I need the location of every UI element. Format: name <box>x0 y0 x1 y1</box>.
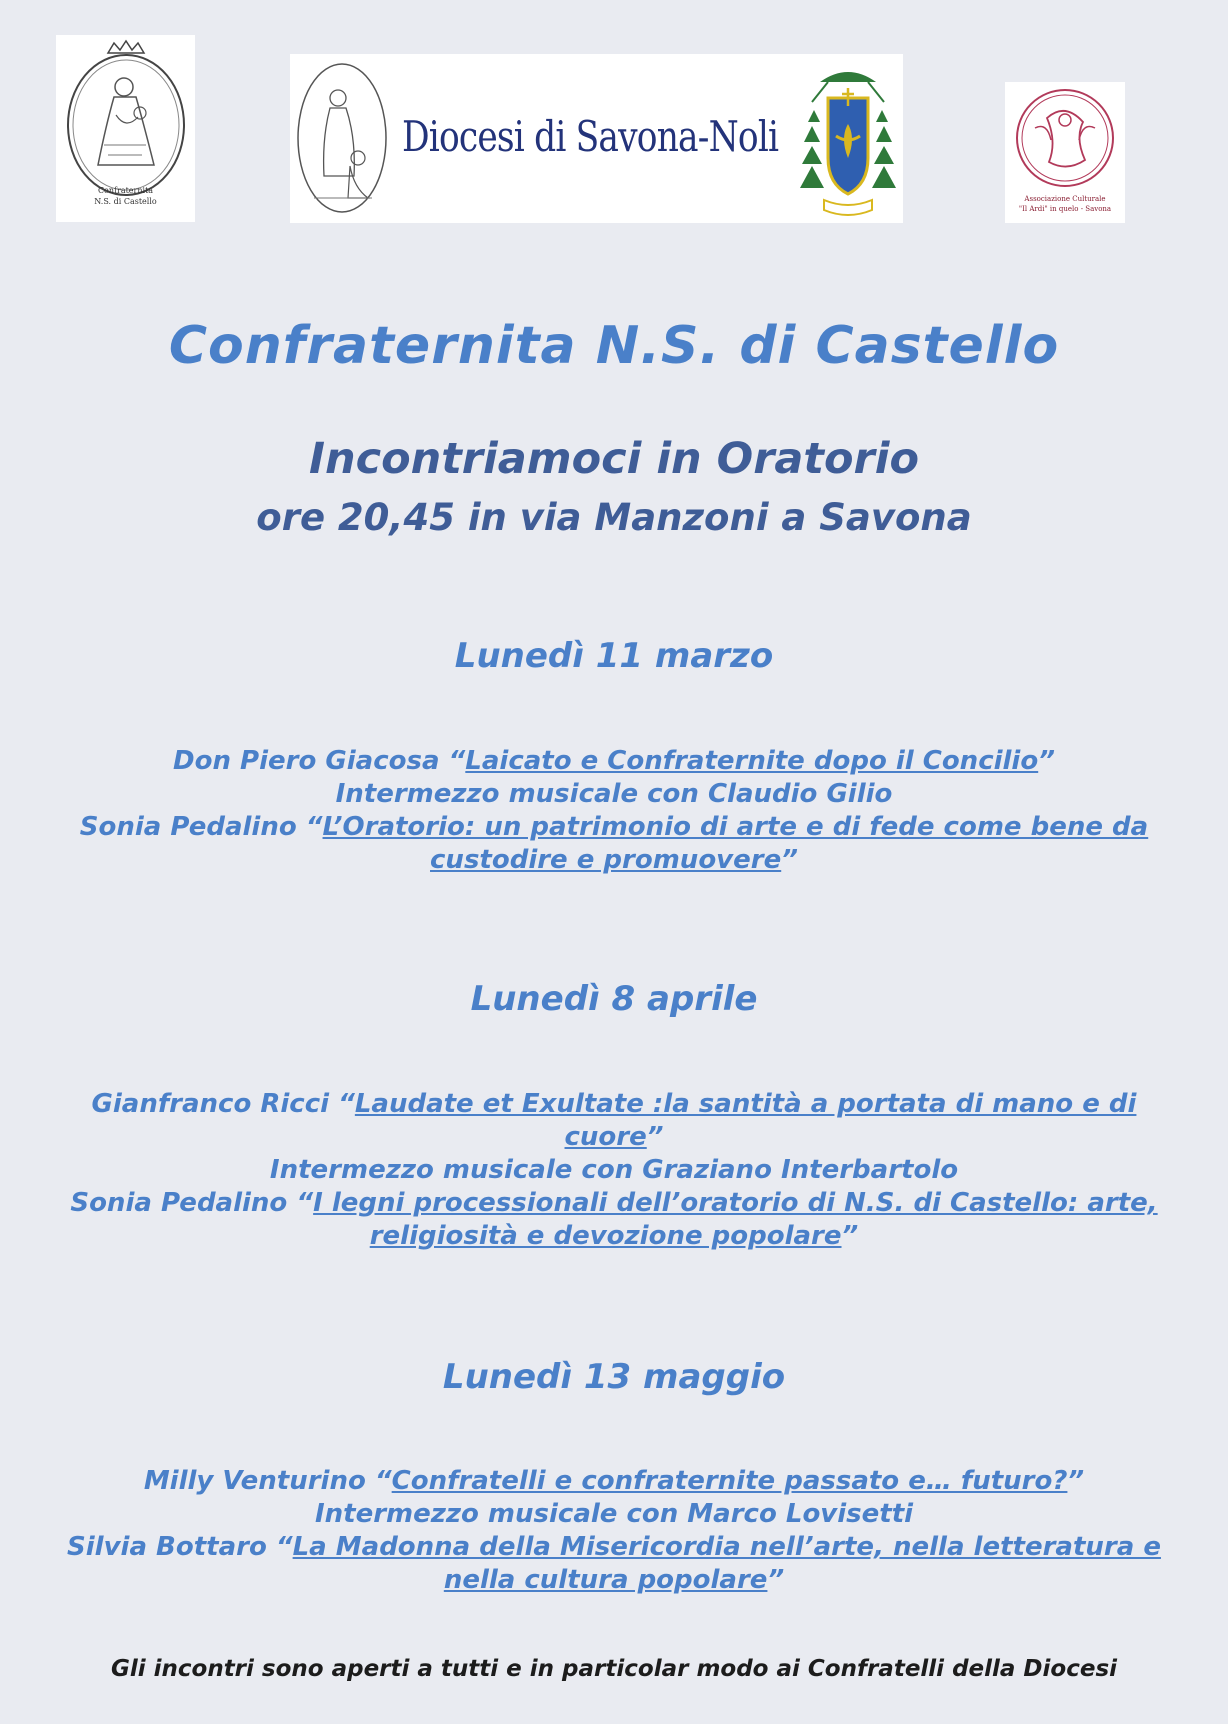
talk-speaker: Silvia Bottaro <box>67 1532 276 1562</box>
angel-seal-emblem <box>1005 82 1125 192</box>
event-date-1: Lunedì 11 marzo <box>454 636 774 676</box>
talk-speaker: Sonia Pedalino <box>70 1188 297 1218</box>
diocesi-title: Diocesi di Savona-Noli <box>402 112 779 161</box>
music-interlude: Intermezzo musicale con Graziano Interbartolo <box>269 1155 959 1185</box>
talk-title-link[interactable]: La Madonna della Misericordia nell’arte, nella letteratura e nella cultura popolare <box>292 1532 1161 1595</box>
event-date-3: Lunedì 13 maggio <box>442 1357 786 1397</box>
event-program-3: Milly Venturino “Confratelli e confraternite passato e… futuro?” Intermezzo musicale con Marco Lovisetti Silvia Bottaro “La Madonna della Misericordia nell’arte, nella letteratura e nella cultura popolare” <box>50 1465 1178 1597</box>
talk-title-link[interactable]: Laudate et Exultate :la santità a portata di mano e di cuore <box>354 1089 1137 1152</box>
event-program-1: Don Piero Giacosa “Laicato e Confraternite dopo il Concilio” Intermezzo musicale con Claudio Gilio Sonia Pedalino “L’Oratorio: un patrimonio di arte e di fede come bene da custodire e promuovere” <box>50 745 1178 877</box>
music-interlude: Intermezzo musicale con Marco Lovisetti <box>314 1499 914 1529</box>
diocesi-banner <box>290 54 903 223</box>
event-time-place: ore 20,45 in via Manzoni a Savona <box>256 496 972 539</box>
talk-title-link[interactable]: Laicato e Confraternite dopo il Concilio <box>465 746 1039 776</box>
event-date-2: Lunedì 8 aprile <box>470 979 758 1019</box>
confraternita-caption-line1: Confraternita <box>97 186 154 195</box>
talk-speaker: Milly Venturino <box>143 1466 375 1496</box>
footer-note: Gli incontri sono aperti a tutti e in particolar modo ai Confratelli della Diocesi <box>110 1656 1118 1682</box>
confraternita-caption-line2: N.S. di Castello <box>94 197 157 206</box>
event-series-title: Incontriamoci in Oratorio <box>309 434 919 484</box>
associazione-caption-line1: Associazione Culturale <box>1024 195 1106 203</box>
associazione-caption-line2: "Il Ardi" in quelo - Savona <box>1018 205 1112 213</box>
talk-speaker: Don Piero Giacosa <box>173 746 449 776</box>
associazione-logo <box>1005 82 1125 223</box>
music-interlude: Intermezzo musicale con Claudio Gilio <box>335 779 893 809</box>
talk-speaker: Gianfranco Ricci <box>91 1089 339 1119</box>
coat-of-arms-icon <box>798 62 898 218</box>
event-program-2: Gianfranco Ricci “Laudate et Exultate :la santità a portata di mano e di cuore” Intermezzo musicale con Graziano Interbartolo Sonia Pedalino “I legni processionali dell’oratorio di N.S. di Castello: arte, religiosità e devozione popolare” <box>50 1088 1178 1253</box>
talk-speaker: Sonia Pedalino <box>79 812 306 842</box>
talk-title-link[interactable]: I legni processionali dell’oratorio di N.S. di Castello: arte, religiosità e devozione popolare <box>313 1188 1158 1251</box>
talk-title-link[interactable]: L’Oratorio: un patrimonio di arte e di fede come bene da custodire e promuovere <box>322 812 1149 875</box>
confraternita-logo <box>56 35 195 222</box>
talk-title-link[interactable]: Confratelli e confraternite passato e… futuro? <box>391 1466 1068 1496</box>
saint-sketch-emblem <box>294 58 390 218</box>
page-title: Confraternita N.S. di Castello <box>168 316 1060 376</box>
